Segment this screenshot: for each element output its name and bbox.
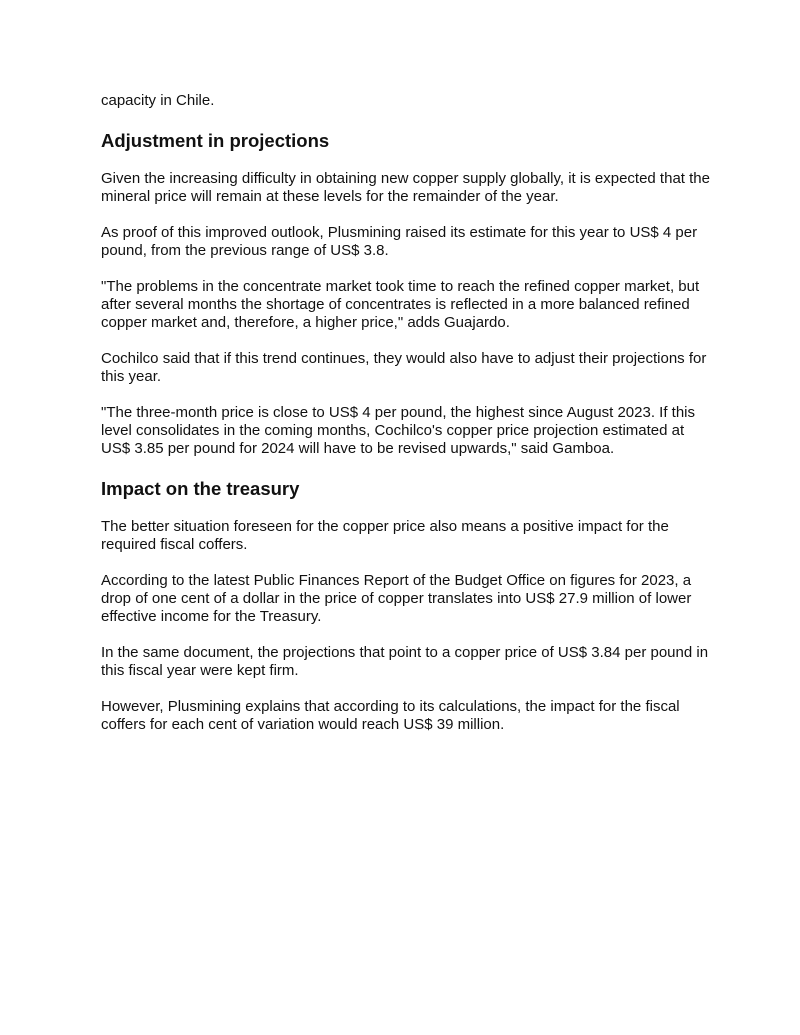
intro-paragraph: capacity in Chile.: [101, 92, 215, 109]
section-heading-treasury: Impact on the treasury: [101, 478, 300, 499]
paragraph: However, Plusmining explains that according to its calculations, the impact for the fiscal coffers for each cent of variation would reach US$ 39 million.: [101, 698, 680, 733]
paragraph: "The problems in the concentrate market took time to reach the refined copper market, but after several months the shortage of concentrates is reflected in a more balanced refined copper market and, therefore, a higher price," adds Guajardo.: [101, 278, 700, 331]
paragraph: As proof of this improved outlook, Plusmining raised its estimate for this year to US$ 4 per pound, from the previous range of US$ 3.8.: [101, 224, 698, 259]
paragraph: Cochilco said that if this trend continues, they would also have to adjust their projections for this year.: [101, 350, 707, 385]
paragraph: "The three-month price is close to US$ 4 per pound, the highest since August 2023. If this level consolidates in the coming months, Cochilco's copper price projection estimated at US$ 3.85 per pound for 2024 will have to be revised upwards," said Gamboa.: [101, 404, 696, 457]
section-heading-adjustment: Adjustment in projections: [101, 130, 330, 151]
paragraph: According to the latest Public Finances Report of the Budget Office on figures for 2023, a drop of one cent of a dollar in the price of copper translates into US$ 27.9 million of lower effective income for the Treasury.: [101, 572, 692, 625]
paragraph: Given the increasing difficulty in obtaining new copper supply globally, it is expected that the mineral price will remain at these levels for the remainder of the year.: [101, 170, 710, 205]
paragraph: In the same document, the projections that point to a copper price of US$ 3.84 per pound in this fiscal year were kept firm.: [101, 644, 709, 679]
paragraph: The better situation foreseen for the copper price also means a positive impact for the required fiscal coffers.: [101, 518, 669, 553]
article-body: [101, 92, 711, 752]
